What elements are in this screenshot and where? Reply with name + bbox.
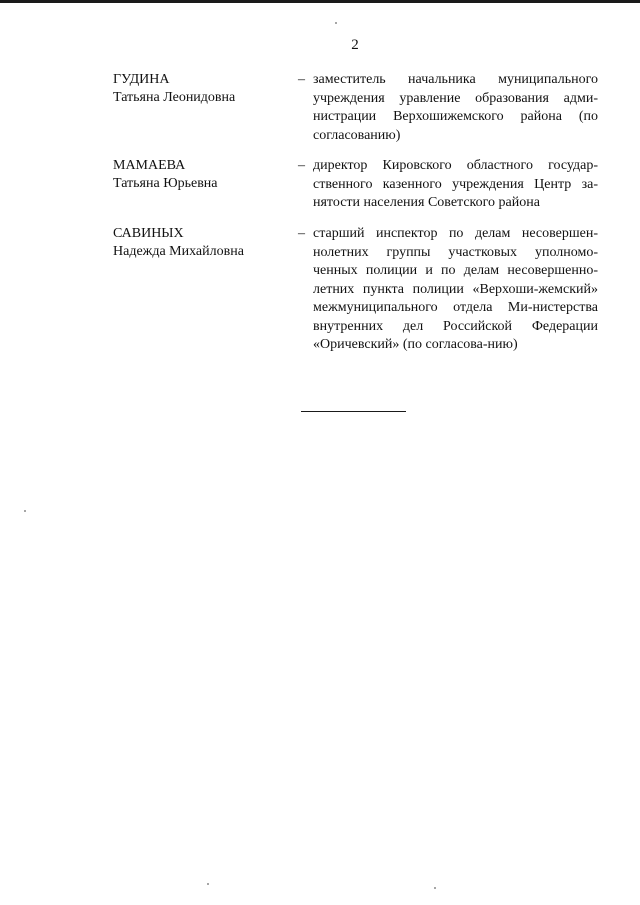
scan-speck	[207, 883, 209, 885]
member-position: старший инспектор по делам несовершен-нолетних группы участковых уполномо-ченных полиции и по делам несовершенно-летних пункта полиции «Верхоши-жемский» межмуниципального отдела Ми-нистерства внутренних дел Российской Федерации «Оричевский» (по согласова-нию)	[313, 226, 598, 352]
member-name-block	[113, 157, 288, 193]
member-given-names: Надежда Михайловна	[113, 244, 244, 259]
separator-dash: –	[298, 158, 305, 173]
scan-speck	[24, 510, 26, 512]
scan-speck	[335, 22, 337, 24]
member-name-block	[113, 225, 288, 261]
member-surname: САВИНЫХ	[113, 226, 184, 241]
scan-speck	[434, 887, 436, 889]
separator-dash: –	[298, 72, 305, 87]
member-given-names: Татьяна Юрьевна	[113, 176, 218, 191]
member-surname: МАМАЕВА	[113, 158, 186, 173]
member-position: заместитель начальника муниципального учреждения уравление образования адми-нистрации Верхошижемского района (по согласованию)	[313, 72, 598, 143]
member-surname: ГУДИНА	[113, 72, 170, 87]
closing-rule	[301, 411, 406, 412]
member-position: директор Кировского областного государ-ственного казенного учреждения Центр за-нятости населения Советского района	[313, 158, 598, 210]
member-given-names: Татьяна Леонидовна	[113, 90, 236, 105]
page-number: 2	[351, 37, 359, 53]
separator-dash: –	[298, 226, 305, 241]
top-border-line	[0, 0, 640, 3]
member-name-block	[113, 71, 288, 107]
